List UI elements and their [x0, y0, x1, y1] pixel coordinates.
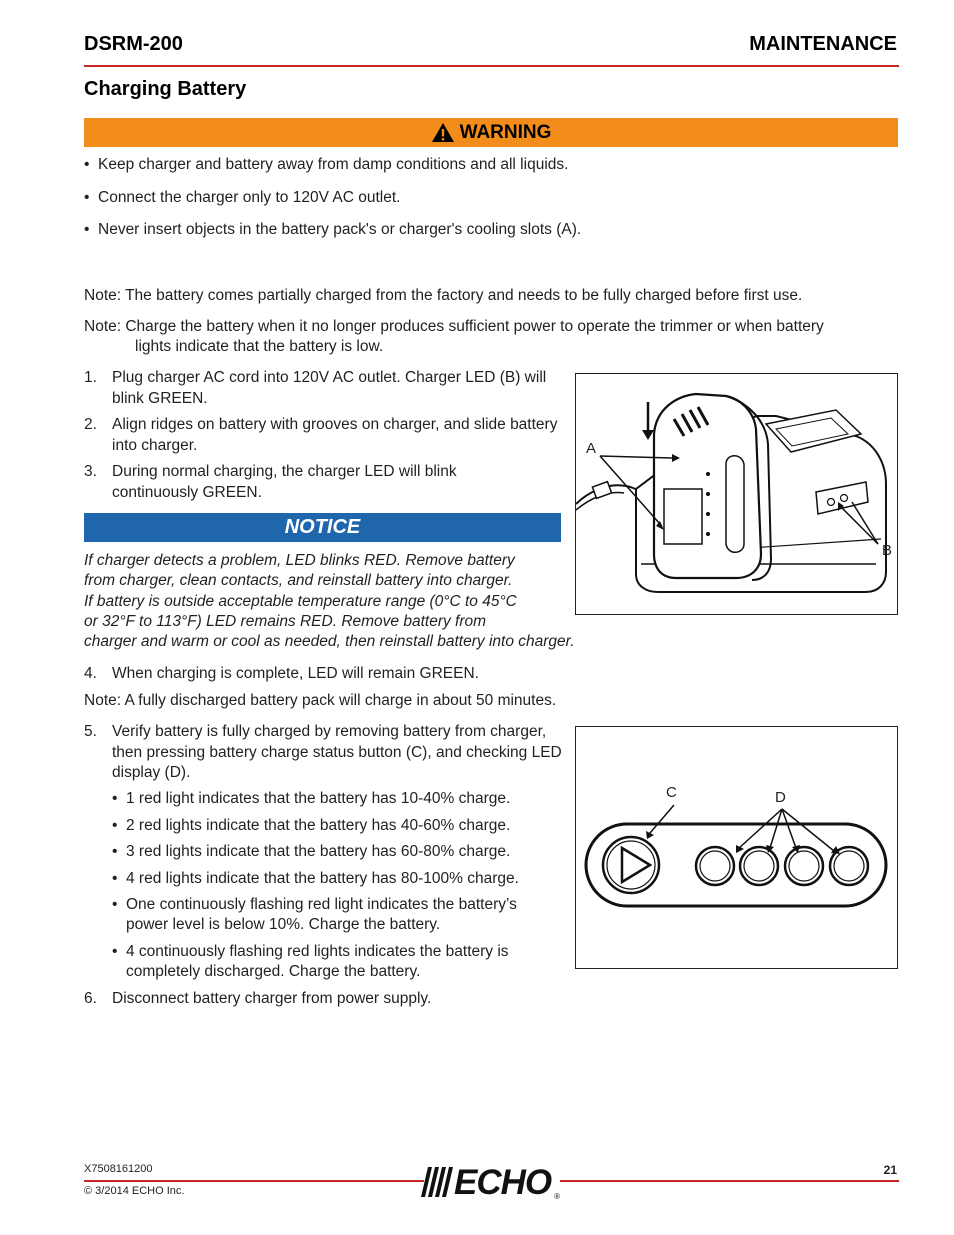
footer-rule-left [84, 1180, 424, 1182]
registered-mark-icon: ® [554, 1192, 560, 1201]
callout-label-b: B [882, 542, 893, 559]
model-name: DSRM-200 [84, 33, 183, 55]
header-rule [84, 65, 899, 67]
copyright: © 3/2014 ECHO Inc. [84, 1185, 185, 1197]
callout-label-a: A [586, 440, 597, 457]
note-partial-charge: Note: The battery comes partially charged from the factory and needs to be fully charged before first use. [84, 287, 803, 304]
led-status-panel-illustration [576, 727, 897, 968]
footer-rule-right [560, 1180, 899, 1182]
note-charge-time: Note: A fully discharged battery pack will charge in about 50 minutes. [84, 692, 557, 709]
battery-charger-illustration [576, 374, 897, 614]
callout-label-c: C [666, 784, 677, 801]
warning-bar [84, 118, 898, 147]
warning-label: WARNING [459, 121, 552, 143]
brand-wordmark: ECHO [454, 1163, 552, 1202]
callout-label-d: D [775, 789, 786, 806]
page-number: 21 [883, 1163, 897, 1177]
echo-logo [420, 1165, 562, 1201]
part-number: X7508161200 [84, 1163, 153, 1175]
section-title: MAINTENANCE [749, 33, 897, 55]
note-when-to-charge-cont: lights indicate that the battery is low. [135, 338, 384, 355]
charger-figure [575, 373, 898, 615]
note-when-to-charge: Note: Charge the battery when it no longer produces sufficient power to operate the trimmer or when battery [84, 318, 824, 335]
notice-label: NOTICE [284, 516, 361, 538]
notice-bar [84, 513, 561, 542]
warning-triangle-icon [431, 122, 455, 143]
led-display-figure [575, 726, 898, 969]
speed-stripes-icon [420, 1165, 454, 1199]
notice-text: If charger detects a problem, LED blinks RED. Remove battery from charger, clean contacts, and reinstall battery into charger. If battery is outside acceptable temperature range (0°C to 45°C or 32°F to 113°F) LED remains RED. Remove battery from charger and warm or cool as needed, then reinstall battery into charger. [84, 552, 575, 651]
page-title: Charging Battery [84, 78, 247, 100]
